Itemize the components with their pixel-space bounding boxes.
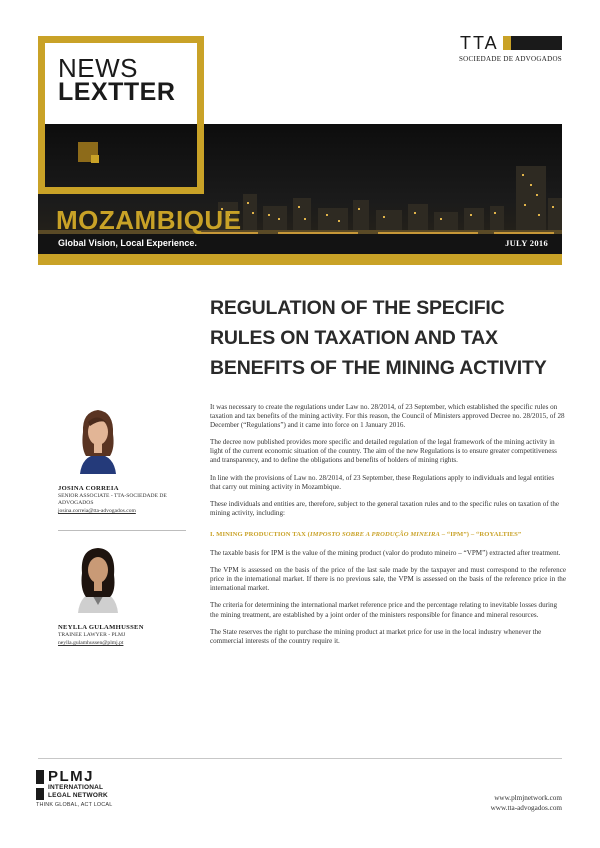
- author-card-1: [58, 404, 198, 514]
- paragraph: The State reserves the right to purchase the mining product at market price for use in the local industry whenever the commercial interests of the country require it.: [210, 627, 542, 645]
- network-line1: INTERNATIONAL: [48, 784, 104, 791]
- network-line2: LEGAL NETWORK: [48, 791, 108, 799]
- headline-line2: RULES ON TAXATION AND TAX: [210, 327, 498, 349]
- article-body: [210, 403, 566, 654]
- tagline: Global Vision, Local Experience.: [58, 238, 197, 248]
- author-divider: [58, 530, 186, 531]
- newsletter-title: [58, 53, 176, 106]
- section-heading-suffix: – “IPM”) – “ROYALTIES”: [439, 530, 522, 538]
- headline-line3: BENEFITS OF THE MINING ACTIVITY: [210, 357, 547, 379]
- news-line2: LEXTTER: [58, 77, 176, 106]
- section-heading-prefix: I. MINING PRODUCTION TAX (: [210, 530, 310, 538]
- plmj-logo-name: PLMJ: [48, 768, 95, 785]
- country-title: MOZAMBIQUE: [56, 205, 242, 235]
- plmj-motto: THINK GLOBAL, ACT LOCAL: [36, 802, 113, 808]
- author-card-2: [58, 543, 198, 646]
- author-name: NEYLLA GULAMHUSSEN: [58, 624, 144, 631]
- plmj-website-link[interactable]: www.plmjnetwork.com: [494, 794, 562, 802]
- plmj-logo-mark: [36, 770, 44, 800]
- author-email-link[interactable]: neylla.gulamhussen@plmj.pt: [58, 640, 124, 646]
- paragraph: The criteria for determining the international market reference price and the percentage relating to inevitable losses during the mining treatment, are established by a joint order of the ministers responsible for finance and mineral resources.: [210, 601, 558, 619]
- decorative-square: [78, 142, 98, 162]
- footer-divider: [38, 758, 562, 759]
- news-line1: NEWS: [58, 53, 138, 83]
- gold-strip: [38, 254, 562, 265]
- tta-logo-bar: [511, 36, 562, 50]
- author-name: JOSINA CORREIA: [58, 485, 119, 492]
- author-role: [58, 493, 198, 507]
- section-heading: [210, 530, 566, 539]
- author-role-line1: SENIOR ASSOCIATE - TTA-SOCIEDADE DE: [58, 493, 167, 499]
- section-heading-italic: IMPOSTO SOBRE A PRODUÇÃO MINEIRA: [309, 530, 440, 538]
- tta-logo-subtitle: SOCIEDADE DE ADVOGADOS: [458, 55, 562, 63]
- tta-logo-gold-mark: [503, 36, 511, 50]
- tta-website-link[interactable]: www.tta-advogados.com: [490, 804, 562, 812]
- paragraph: It was necessary to create the regulations under Law no. 28/2014, of 23 September, which established the specific rules on taxation and tax benefits of the mining activity. For this reason, the Council of Ministers approved Decree no. 28/2015, of 28 December (“Regulations”) and it came into force on 1 January 2016.: [210, 403, 565, 430]
- article-headline: [210, 293, 570, 383]
- headline-line1: REGULATION OF THE SPECIFIC: [210, 297, 505, 319]
- tta-logo: [450, 34, 562, 63]
- author-photo: [66, 404, 130, 474]
- author-role-line1: TRAINEE LAWYER - PLMJ: [58, 632, 126, 638]
- paragraph: The taxable basis for IPM is the value of the mining product (valor do produto mineiro – “VPM”) extracted after treatment.: [210, 549, 561, 558]
- issue-date: JULY 2016: [505, 238, 548, 248]
- author-role: [58, 632, 198, 639]
- paragraph: The decree now published provides more specific and detailed regulation of the legal framework of the mining activity in light of the current economic situation of the country. The aim of the new Regulations is to ensure greater competitiveness and transparency, and to define the obligations and benefits of holders of mining rights.: [210, 438, 557, 465]
- tta-logo-text: TTA: [460, 32, 499, 53]
- paragraph: In line with the provisions of Law no. 28/2014, of 23 September, these Regulations apply to individuals and legal entities that carry out mining activity in Mozambique.: [210, 473, 555, 491]
- plmj-logo: [36, 770, 146, 808]
- paragraph: These individuals and entities are, therefore, subject to the general taxation rules and to the specific rules on taxation of the mining activity, including:: [210, 499, 560, 517]
- paragraph: The VPM is assessed on the basis of the price of the last sale made by the taxpayer and must correspond to the reference price in the international market. If there is no previous sale, the VPM is assessed on the basis of the reference price in the international market.: [210, 566, 566, 593]
- footer-links: [491, 793, 562, 813]
- author-role-line2: ADVOGADOS: [58, 500, 94, 506]
- author-photo: [66, 543, 130, 613]
- author-email-link[interactable]: josina.correia@tta-advogados.com: [58, 508, 136, 514]
